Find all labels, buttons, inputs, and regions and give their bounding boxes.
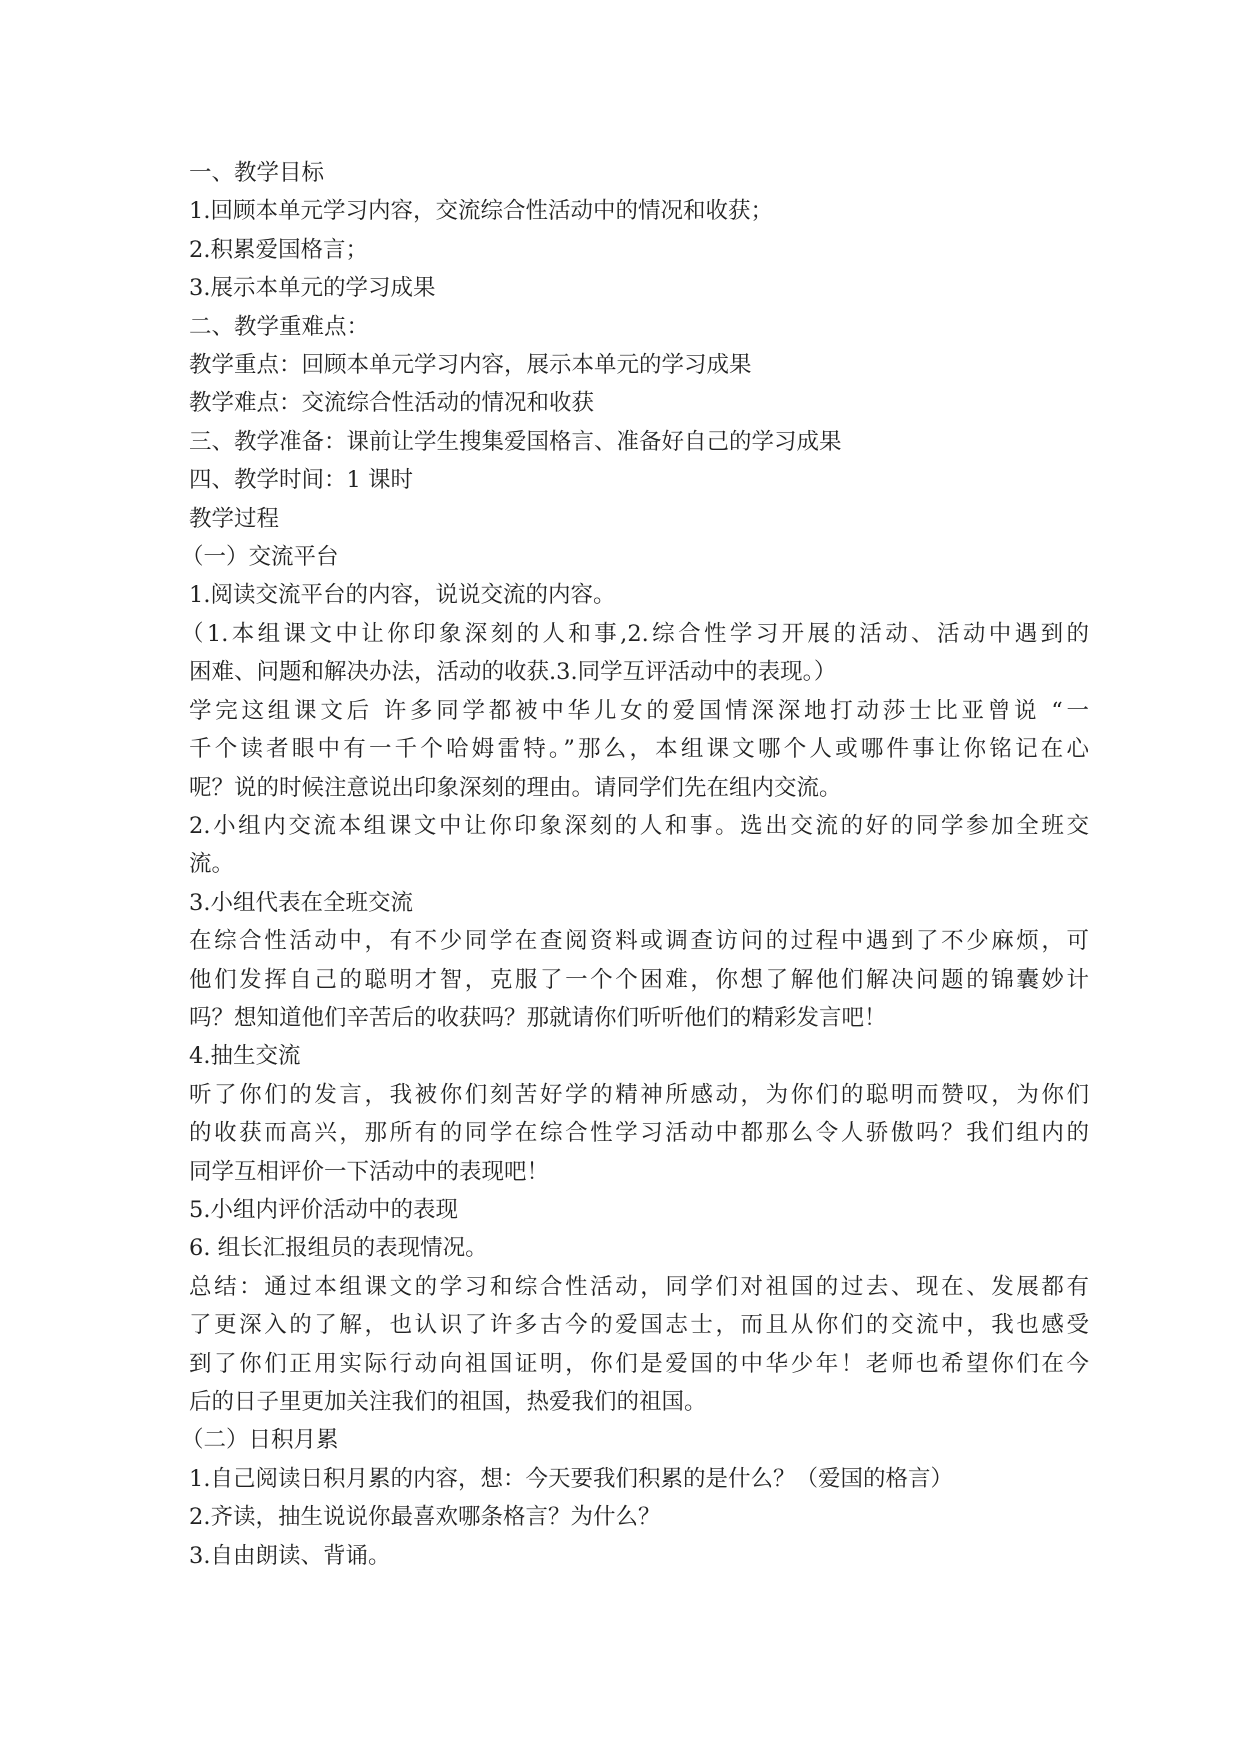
paragraph-line: 学完这组课文后 许多同学都被中华儿女的爱国情深深地打动莎士比亚曾说 “一 [189, 697, 1089, 724]
paragraph-line: 4.抽生交流 [189, 1043, 301, 1070]
difficult-point-line: 教学难点：交流综合性活动的情况和收获 [189, 390, 595, 417]
paragraph-line: 呢？说的时候注意说出印象深刻的理由。请同学们先在组内交流。 [189, 774, 842, 801]
paragraph-line: 5.小组内评价活动中的表现 [189, 1196, 458, 1223]
paragraph-line: 1.阅读交流平台的内容，说说交流的内容。 [189, 582, 616, 609]
section-heading-time: 四、教学时间：1 课时 [189, 467, 413, 494]
paragraph-line: 吗？想知道他们辛苦后的收获吗？那就请你们听听他们的精彩发言吧！ [189, 1004, 887, 1031]
paragraph-line: （1.本组课文中让你印象深刻的人和事,2.综合性学习开展的活动、活动中遇到的 [181, 620, 1089, 647]
paragraph-line: 听了你们的发言，我被你们刻苦好学的精神所感动，为你们的聪明而赞叹，为你们 [189, 1081, 1089, 1108]
objective-item: 2.积累爱国格言； [189, 236, 368, 263]
paragraph-line: 2.齐读，抽生说说你最喜欢哪条格言？为什么？ [189, 1504, 661, 1531]
summary-line: 了更深入的了解，也认识了许多古今的爱国志士，而且从你们的交流中，我也感受 [189, 1312, 1089, 1339]
paragraph-line: 3.自由朗读、背诵。 [189, 1542, 391, 1569]
objective-item: 3.展示本单元的学习成果 [189, 275, 436, 302]
summary-line: 总结：通过本组课文的学习和综合性活动，同学们对祖国的过去、现在、发展都有 [189, 1273, 1089, 1300]
paragraph-line: 的收获而高兴，那所有的同学在综合性学习活动中都那么令人骄傲吗？我们组内的 [189, 1120, 1089, 1147]
paragraph-line: 困难、问题和解决办法，活动的收获.3.同学互评活动中的表现。） [189, 659, 837, 686]
section-heading-key-points: 二、教学重难点： [189, 313, 370, 340]
document-body [181, 154, 1089, 1575]
subsection-heading-exchange: （一）交流平台 [181, 544, 339, 571]
paragraph-line: 3.小组代表在全班交流 [189, 889, 413, 916]
summary-line: 到了你们正用实际行动向祖国证明，你们是爱国的中华少年！老师也希望你们在今 [189, 1350, 1089, 1377]
key-point-line: 教学重点：回顾本单元学习内容，展示本单元的学习成果 [189, 352, 752, 379]
paragraph-line: 流。 [189, 851, 235, 878]
section-heading-preparation: 三、教学准备：课前让学生搜集爱国格言、准备好自己的学习成果 [189, 428, 842, 455]
section-heading-objectives: 一、教学目标 [189, 160, 325, 186]
objective-item: 1.回顾本单元学习内容，交流综合性活动中的情况和收获； [189, 198, 773, 225]
paragraph-line: 在综合性活动中，有不少同学在查阅资料或调查访问的过程中遇到了不少麻烦，可 [189, 928, 1089, 955]
paragraph-line: 6. 组长汇报组员的表现情况。 [189, 1235, 488, 1262]
paragraph-line: 千个读者眼中有一千个哈姆雷特。”那么，本组课文哪个人或哪件事让你铭记在心 [189, 736, 1089, 763]
paragraph-line: 他们发挥自己的聪明才智，克服了一个个困难，你想了解他们解决问题的锦囊妙计 [189, 966, 1089, 993]
paragraph-line: 同学互相评价一下活动中的表现吧！ [189, 1158, 550, 1185]
paragraph-line: 1.自己阅读日积月累的内容，想：今天要我们积累的是什么？（爱国的格言） [189, 1465, 953, 1492]
subsection-heading-accumulation: （二）日积月累 [181, 1427, 339, 1454]
summary-line: 后的日子里更加关注我们的祖国，热爱我们的祖国。 [189, 1389, 707, 1415]
process-heading: 教学过程 [189, 505, 280, 532]
paragraph-line: 2.小组内交流本组课文中让你印象深刻的人和事。选出交流的好的同学参加全班交 [189, 812, 1089, 839]
